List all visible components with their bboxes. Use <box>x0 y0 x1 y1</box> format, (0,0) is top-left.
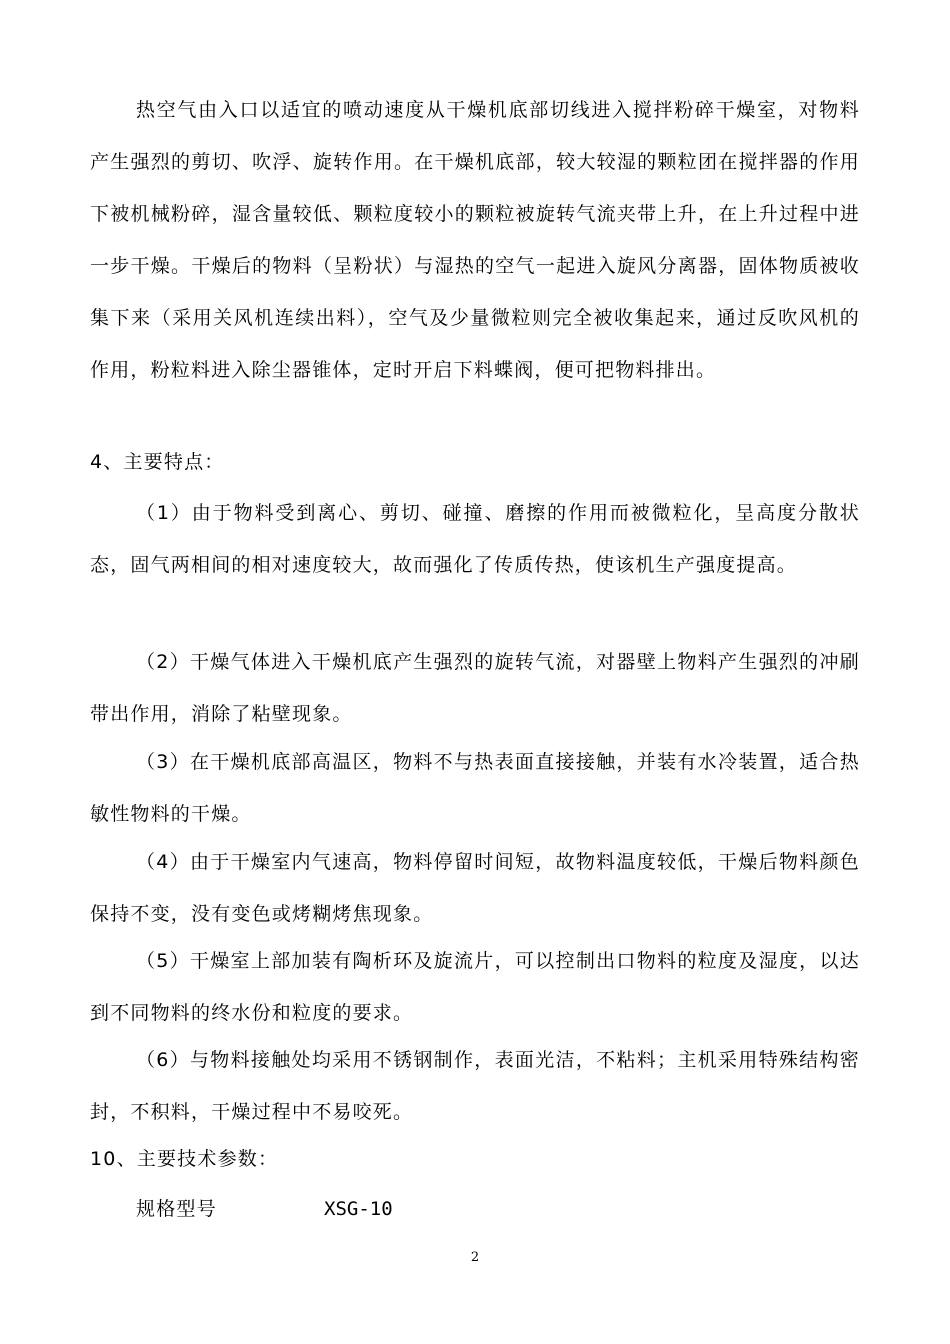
feature-item-4: （4）由于干燥室内气速高，物料停留时间短，故物料温度较低，干燥后物料颜色保持不变，没有变色或烤糊烤焦现象。 <box>90 851 860 925</box>
feature-item-2: （2）干燥气体进入干燥机底产生强烈的旋转气流，对器壁上物料产生强烈的冲刷带出作用，消除了粘壁现象。 <box>90 651 860 725</box>
param-label: 规格型号 <box>136 1198 217 1220</box>
page-number: 2 <box>470 1250 480 1265</box>
feature-item-1: （1）由于物料受到离心、剪切、碰撞、磨擦的作用而被微粒化，呈高度分散状态，固气两相间的相对速度较大，故而强化了传质传热，使该机生产强度提高。 <box>90 502 860 576</box>
features-heading: 4、主要特点： <box>90 451 225 473</box>
feature-item-5: （5）干燥室上部加装有陶析环及旋流片，可以控制出口物料的粒度及湿度，以达到不同物料的终水份和粒度的要求。 <box>90 950 860 1024</box>
intro-paragraph: 热空气由入口以适宜的喷动速度从干燥机底部切线进入搅拌粉碎干燥室，对物料产生强烈的剪切、吹浮、旋转作用。在干燥机底部，较大较湿的颗粒团在搅拌器的作用下被机械粉碎，湿含量较低、颗粒度较小的颗粒被旋转气流夹带上升，在上升过程中进一步干燥。干燥后的物料（呈粉状）与湿热的空气一起进入旋风分离器，固体物质被收集下来（采用关风机连续出料），空气及少量微粒则完全被收集起来，通过反吹风机的作用，粉粒料进入除尘器锥体，定时开启下料蝶阀，便可把物料排出。 <box>90 99 860 381</box>
feature-item-6: （6）与物料接触处均采用不锈钢制作，表面光洁，不粘料；主机采用特殊结构密封，不积料，干燥过程中不易咬死。 <box>90 1049 860 1123</box>
param-value: XSG-10 <box>324 1198 393 1220</box>
param-row-model <box>136 1183 393 1235</box>
params-heading: 10、主要技术参数： <box>90 1148 279 1170</box>
feature-item-3: （3）在干燥机底部高温区，物料不与热表面直接接触，并装有水冷装置，适合热敏性物料的干燥。 <box>90 751 860 825</box>
